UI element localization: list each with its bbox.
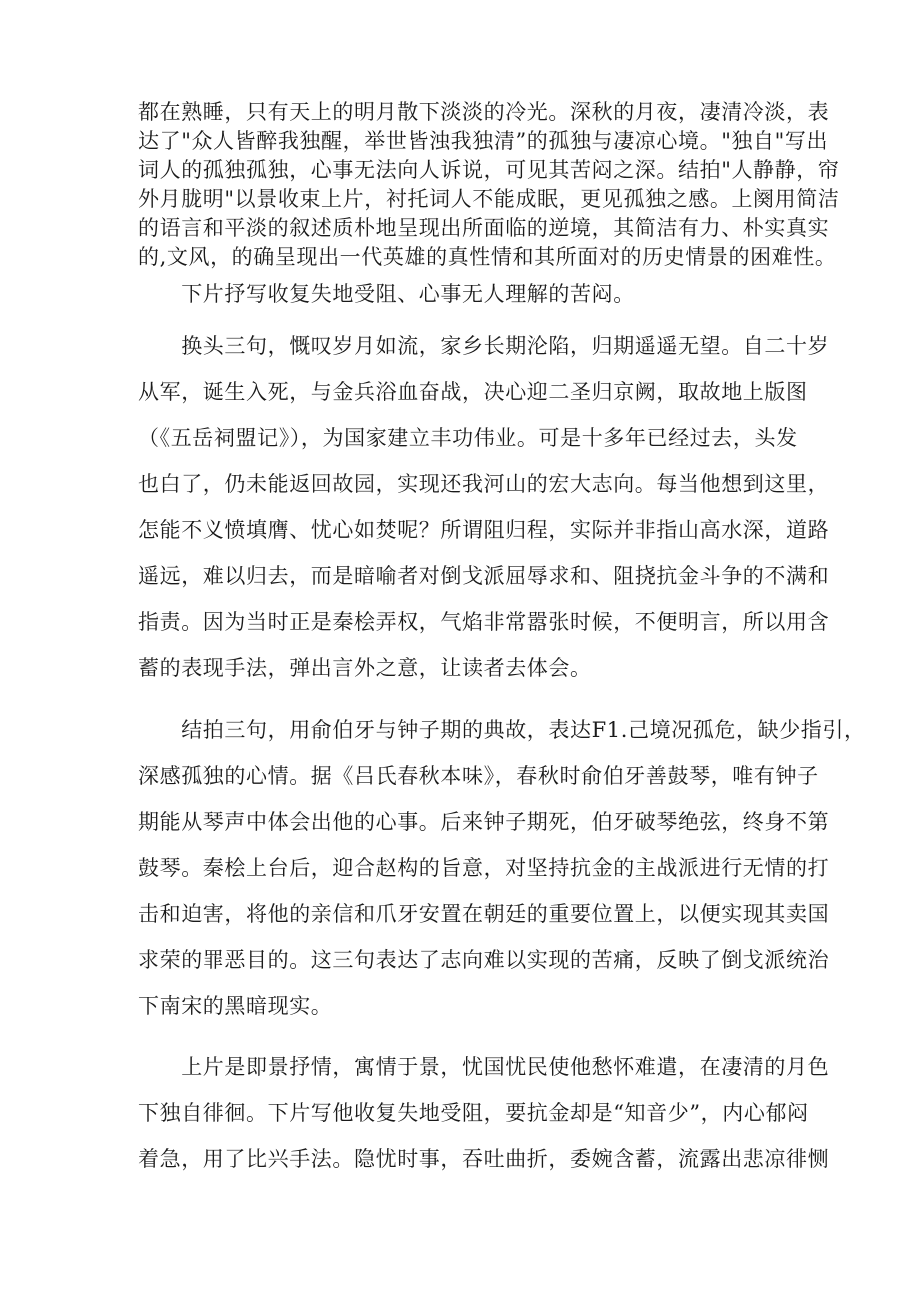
text-line: 遥远，难以归去，而是暗喻者对倒戈派屈辱求和、阻挠抗金斗争的不满和	[138, 564, 830, 588]
text-line: 的语言和平淡的叙述质朴地呈现出所面临的逆境，其简洁有力、朴实真实	[138, 216, 830, 240]
text-line: 鼓琴。秦桧上台后，迎合赵构的旨意，对坚持抗金的主战派进行无情的打	[138, 856, 830, 880]
text-line: 都在熟睡，只有天上的明月散下淡淡的冷光。深秋的月夜，凄清冷淡，表	[138, 100, 830, 124]
text-line: 击和迫害，将他的亲信和爪牙安置在朝廷的重要位置上，以便实现其卖国	[138, 902, 830, 926]
paragraph-upper-stanza-analysis	[138, 98, 840, 272]
text-line: 达了"众人皆醉我独醒，举世皆浊我独清”的孤独与凄凉心境。"独自"写出	[138, 129, 829, 153]
text-line: 怎能不义愤填膺、忧心如焚呢？所谓阻归程，实际并非指山高水深，道路	[138, 518, 830, 542]
text-line: 指责。因为当时正是秦桧弄权，气焰非常嚣张时候，不便明言，所以用含	[138, 610, 830, 634]
paragraph-overall-summary	[138, 1044, 830, 1182]
text-line: 下独自徘徊。下片写他收复失地受阻，要抗金却是“知音少”，内心郁闷	[138, 1101, 809, 1125]
text-line: 下片抒写收复失地受阻、心事无人理解的苦闷。	[138, 282, 635, 306]
paragraph-lower-stanza-summary	[138, 278, 788, 310]
paragraph-opening-lines-analysis	[138, 323, 830, 691]
text-line: 下南宋的黑暗现实。	[138, 994, 333, 1018]
text-line: 外月胧明"以景收束上片，衬托词人不能成眠，更见孤独之感。上阕用简洁	[138, 187, 840, 211]
text-line: 从军，诞生入死，与金兵浴血奋战，决心迎二圣归京阙，取故地上版图	[138, 380, 808, 404]
text-line: 上片是即景抒情，寓情于景，忧国忧民使他愁怀难遣，在凄清的月色	[138, 1055, 830, 1079]
text-line: 结拍三句，用俞伯牙与钟子期的典故，表达F1.己境况孤危，缺少指引，	[138, 718, 866, 742]
text-line: 换头三句，慨叹岁月如流，家乡长期沦陷，归期遥遥无望。自二十岁	[138, 334, 830, 358]
paragraph-closing-lines-analysis	[138, 707, 866, 1029]
text-line: 词人的孤独孤独，心事无法向人诉说，可见其苦闷之深。结拍"人静静，帘	[138, 158, 840, 182]
text-line: （《五岳祠盟记》），为国家建立丰功伟业。可是十多年已经过去，头发	[138, 426, 798, 450]
text-line: 求荣的罪恶目的。这三句表达了志向难以实现的苦痛，反映了倒戈派统治	[138, 948, 830, 972]
text-line: 期能从琴声中体会出他的心事。后来钟子期死，伯牙破琴绝弦，终身不第	[138, 810, 830, 834]
text-line: 的,文风，的确呈现出一代英雄的真性情和其所面对的历史情景的困难性。	[138, 245, 837, 269]
text-line: 也白了，仍未能返回故园，实现还我河山的宏大志向。每当他想到这里，	[138, 472, 830, 496]
text-line: 深感孤独的心情。据《吕氏春秋本味》，春秋时俞伯牙善鼓琴，唯有钟子	[138, 764, 819, 788]
text-line: 着急，用了比兴手法。隐忧时事，吞吐曲折，委婉含蓄，流露出悲凉徘恻	[138, 1147, 830, 1171]
text-line: 蓄的表现手法，弹出言外之意，让读者去体会。	[138, 656, 592, 680]
